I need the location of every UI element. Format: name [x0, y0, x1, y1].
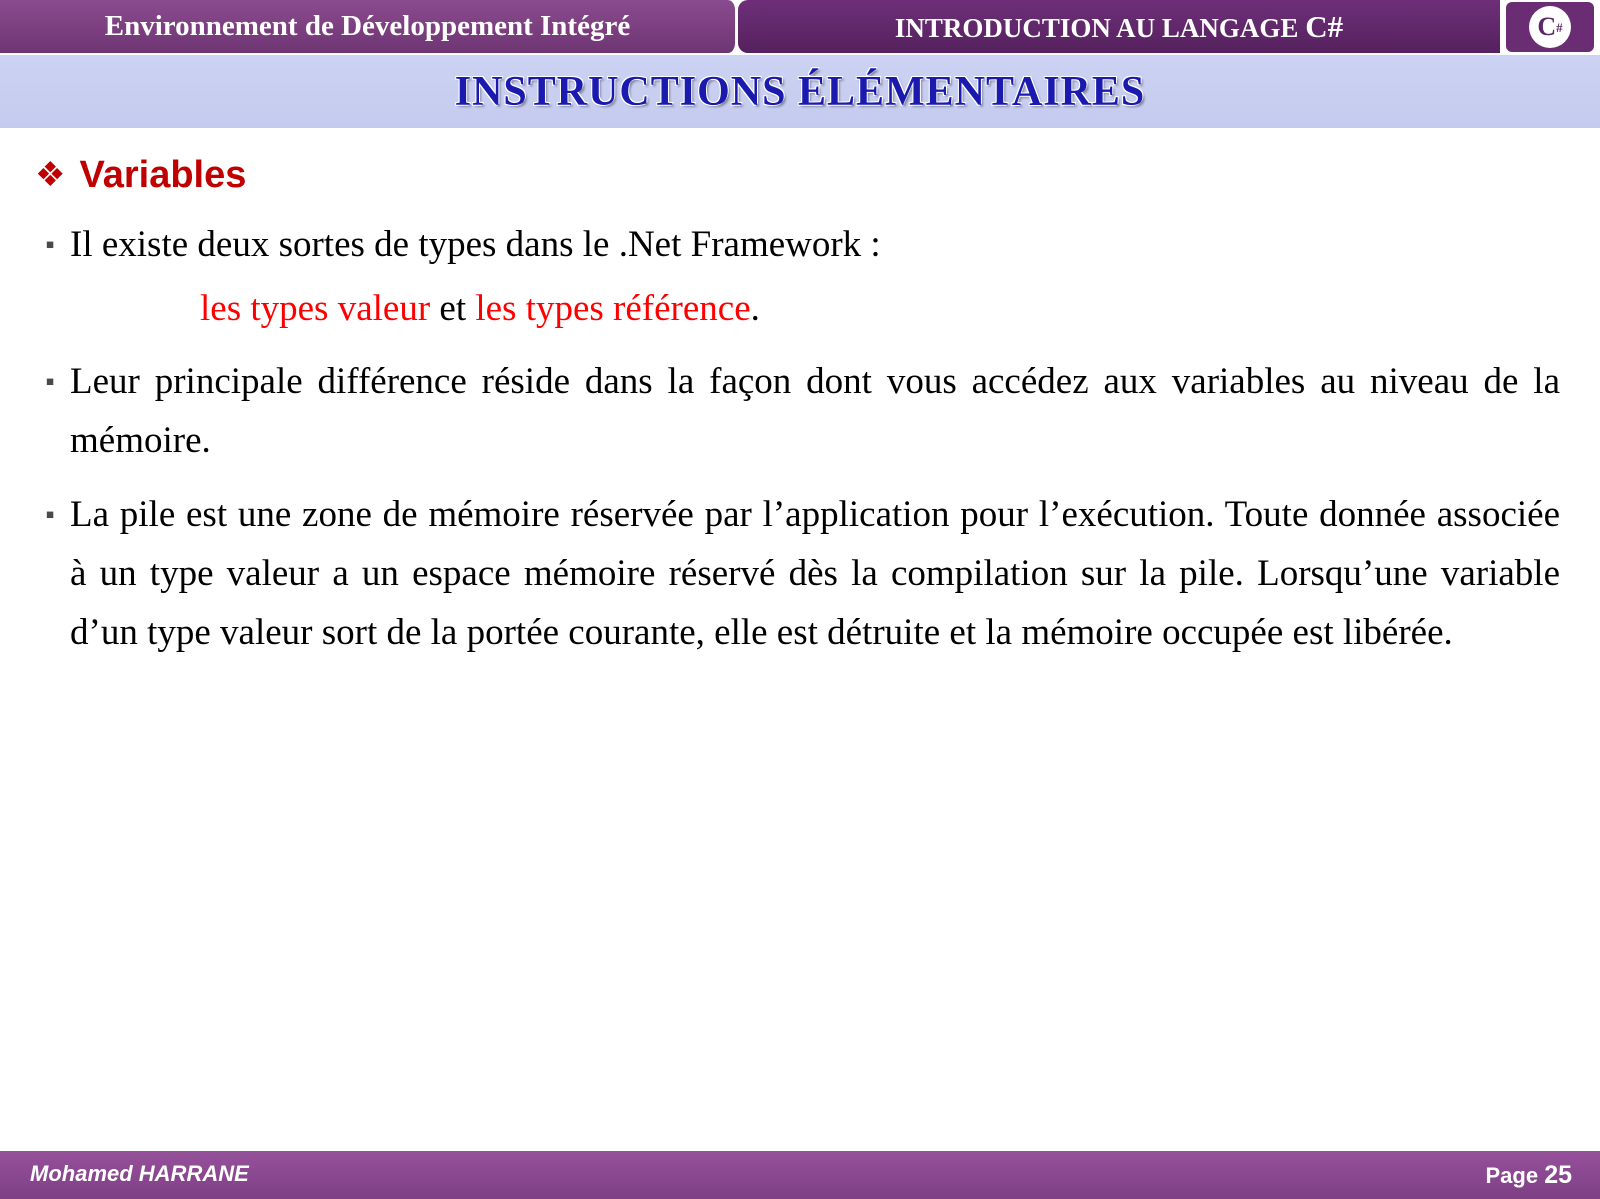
footer-author: Mohamed HARRANE — [30, 1161, 249, 1186]
list-item — [30, 215, 1570, 275]
slide-header — [0, 0, 1600, 55]
spacer — [30, 475, 1570, 485]
header-right-title — [895, 9, 1343, 45]
square-bullet-icon: ▪ — [45, 230, 55, 259]
footer-page-number — [1485, 1161, 1572, 1190]
list-item-text: La pile est une zone de mémoire réservée par l’application pour l’exécution. Toute donnée associée à un type valeur a un espace mémoire réservé dès la compilation sur la pile. Lorsqu’une variable d’un type valeur sort de la portée courante, elle est détruite et la mémoire occupée est libérée. — [70, 493, 1560, 653]
sub-line-value-types: les types valeur — [200, 288, 431, 329]
square-bullet-icon: ▪ — [45, 499, 55, 529]
footer-page-label: Page — [1485, 1163, 1545, 1188]
sub-line-period: . — [750, 288, 760, 329]
list-item-text: Il existe deux sortes de types dans le .Net Framework : — [70, 224, 881, 265]
csharp-logo-sharp: # — [1556, 19, 1563, 35]
header-left-title: Environnement de Développement Intégré — [104, 10, 631, 42]
header-right-banner — [738, 0, 1500, 53]
diamond-bullet-icon: ❖ — [35, 156, 66, 194]
list-item — [30, 485, 1570, 663]
sub-line — [200, 279, 1570, 338]
list-item-text: Leur principale différence réside dans la façon dont vous accédez aux variables au niveau de la mémoire. — [70, 361, 1560, 462]
footer-page-value: 25 — [1544, 1161, 1572, 1189]
page-title: INSTRUCTIONS ÉLÉMENTAIRES — [454, 68, 1146, 115]
header-right-title-main: INTRODUCTION AU LANGAGE — [894, 12, 1306, 43]
csharp-logo — [1506, 2, 1594, 52]
list-item — [30, 352, 1570, 470]
sub-line-conjunction: et — [430, 288, 476, 329]
csharp-logo-icon — [1529, 6, 1571, 48]
header-right-title-accent: C# — [1305, 8, 1344, 44]
header-left-banner — [0, 0, 738, 53]
sub-line-reference-types: les types référence — [475, 288, 751, 329]
section-heading — [35, 154, 1570, 197]
csharp-logo-letter: C — [1537, 12, 1557, 41]
section-heading-label: Variables — [79, 154, 247, 196]
slide-title-band — [0, 55, 1600, 128]
slide-content — [0, 128, 1600, 1108]
slide-footer — [0, 1151, 1600, 1199]
square-bullet-icon: ▪ — [45, 367, 55, 397]
